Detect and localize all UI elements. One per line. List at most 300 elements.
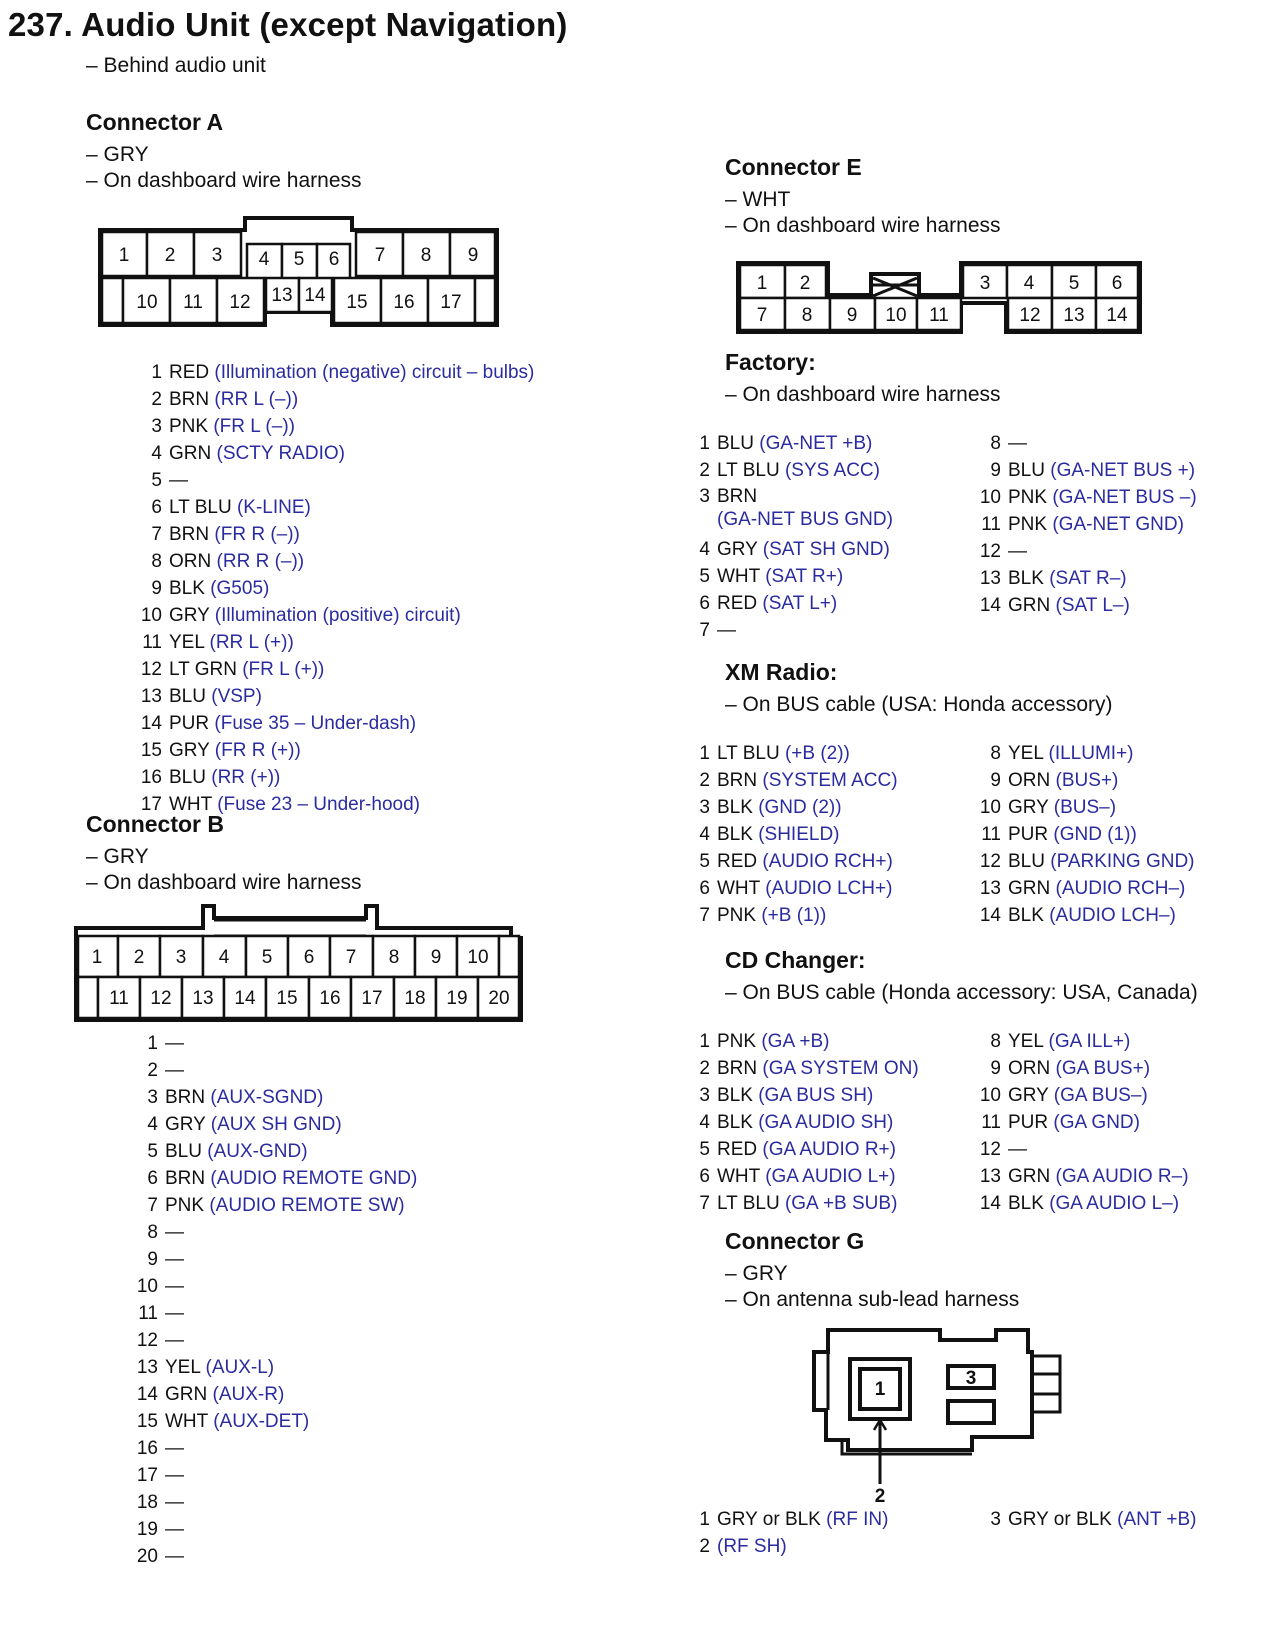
pin-label: 4: [1023, 273, 1035, 294]
pin-row: [968, 565, 1197, 592]
pin-label: 3: [175, 947, 187, 968]
wire-color: BRN: [717, 486, 758, 507]
pin-label: 2: [164, 245, 176, 266]
wire-color: —: [165, 1330, 184, 1351]
wire-color: PNK: [717, 1031, 757, 1052]
connector-g-cell: [948, 1401, 994, 1423]
pin-number: 5: [147, 1141, 158, 1162]
pin-row: [688, 1055, 919, 1082]
circuit-description: (GA +B): [761, 1031, 830, 1052]
connector-e-diagram: [733, 258, 1153, 342]
pin-label: 15: [346, 292, 368, 313]
connector-g-pin-list-right: [968, 1506, 1197, 1533]
pin-number: 3: [990, 1509, 1001, 1530]
circuit-description: (AUDIO RCH+): [762, 851, 893, 872]
pin-number: 6: [699, 1166, 710, 1187]
wire-color: RED: [717, 1139, 758, 1160]
pin-row: [968, 538, 1197, 565]
pin-row: [688, 484, 893, 509]
wire-color: GRY: [1008, 1085, 1049, 1106]
pin-row: [134, 467, 534, 494]
circuit-description: (GA BUS–): [1053, 1085, 1148, 1106]
circuit-description: (GA-NET +B): [759, 433, 873, 454]
pin-row: [688, 1136, 919, 1163]
pin-number: 9: [990, 1058, 1001, 1079]
wire-color: BRN: [165, 1168, 206, 1189]
wire-color: RED: [717, 851, 758, 872]
circuit-description: (RF IN): [826, 1509, 889, 1530]
wire-color: WHT: [717, 566, 760, 587]
wire-color: YEL: [1008, 743, 1044, 764]
pin-label: 5: [261, 947, 273, 968]
pin-number: 13: [140, 686, 162, 707]
cd-changer-pin-list-left: [688, 1028, 919, 1217]
pin-label: 19: [446, 988, 468, 1009]
pin-number: 1: [699, 1509, 710, 1530]
connector-b-pin-list: [130, 1030, 417, 1570]
circuit-description: (VSP): [211, 686, 262, 707]
pin-row: [688, 1028, 919, 1055]
pin-label: 16: [393, 292, 415, 313]
page-title: 237. Audio Unit (except Navigation): [8, 6, 568, 43]
circuit-description: (SAT R–): [1049, 568, 1127, 589]
circuit-description: (RF SH): [717, 1536, 787, 1557]
wire-color: —: [717, 620, 736, 641]
pin-number: 13: [136, 1357, 158, 1378]
wire-color: RED: [169, 362, 210, 383]
circuit-description: (Fuse 35 – Under-dash): [214, 713, 417, 734]
pin-number: 10: [140, 605, 162, 626]
wire-color: —: [165, 1033, 184, 1054]
pin-row: [688, 563, 893, 590]
wire-color: BLK: [1008, 905, 1044, 926]
circuit-description: (AUX-SGND): [210, 1087, 324, 1108]
wire-color: —: [165, 1249, 184, 1270]
circuit-description: (RR (+)): [211, 767, 281, 788]
wire-color: —: [165, 1465, 184, 1486]
pin-label: 13: [1063, 305, 1085, 326]
pin-row: [688, 1082, 919, 1109]
circuit-description: (AUX-R): [212, 1384, 285, 1405]
pin-number: 18: [136, 1492, 158, 1513]
pin-label: 15: [276, 988, 298, 1009]
pin-row: [968, 1082, 1189, 1109]
pin-label: 2: [874, 1486, 886, 1507]
pin-row: [130, 1435, 417, 1462]
pin-row: [134, 359, 534, 386]
circuit-description: (RR L (–)): [214, 389, 299, 410]
pin-number: 12: [136, 1330, 158, 1351]
pin-number: 10: [979, 487, 1001, 508]
pin-label: 10: [136, 292, 158, 313]
xm-radio-harness: – On BUS cable (USA: Honda accessory): [725, 693, 1113, 716]
wire-color: GRY or BLK: [1008, 1509, 1112, 1530]
pin-label: 20: [488, 988, 510, 1009]
pin-number: 9: [990, 770, 1001, 791]
pin-number: 8: [990, 743, 1001, 764]
factory-title: Factory:: [725, 349, 816, 375]
pin-number: 8: [990, 433, 1001, 454]
pin-number: 13: [979, 1166, 1001, 1187]
pin-number: 2: [151, 389, 162, 410]
pin-label: 5: [1068, 273, 1080, 294]
circuit-description: (K-LINE): [236, 497, 311, 518]
wire-color: BLU: [169, 767, 206, 788]
circuit-description: (GA AUDIO SH): [758, 1112, 894, 1133]
pin-label: 1: [756, 273, 768, 294]
pin-row: [134, 494, 534, 521]
pin-number: 10: [979, 1085, 1001, 1106]
circuit-description: (FR L (–)): [213, 416, 295, 437]
pin-number: 4: [699, 539, 710, 560]
pin-number: 9: [990, 460, 1001, 481]
pin-row: [688, 767, 898, 794]
connector-a-title: Connector A: [86, 109, 224, 135]
pin-row: [968, 1136, 1189, 1163]
wire-color: BLK: [717, 1112, 753, 1133]
pin-number: 7: [151, 524, 162, 545]
pin-number: 13: [979, 568, 1001, 589]
pin-label: 1: [91, 947, 103, 968]
pin-row: [968, 484, 1197, 511]
circuit-description: (AUX SH GND): [210, 1114, 342, 1135]
pin-row: [130, 1057, 417, 1084]
pin-number: 4: [151, 443, 162, 464]
pin-number: 12: [979, 541, 1001, 562]
wire-color: —: [1008, 433, 1027, 454]
pin-row: [130, 1543, 417, 1570]
circuit-description: (GA AUDIO R–): [1055, 1166, 1189, 1187]
circuit-description: (FR L (+)): [242, 659, 325, 680]
pin-row: [968, 875, 1195, 902]
wire-color: LT GRN: [169, 659, 237, 680]
pin-row: [968, 1028, 1189, 1055]
pin-number: 2: [699, 460, 710, 481]
pin-number: 2: [147, 1060, 158, 1081]
wire-color: —: [165, 1303, 184, 1324]
pin-number: 19: [136, 1519, 158, 1540]
cd-changer-pin-list-right: [968, 1028, 1189, 1217]
pin-label: 11: [183, 292, 203, 313]
wire-color: PUR: [1008, 824, 1049, 845]
pin-row: [130, 1273, 417, 1300]
pin-label: 8: [420, 245, 432, 266]
xm-radio-title: XM Radio:: [725, 659, 838, 685]
wire-color: BLU: [169, 686, 206, 707]
connector-e-harness: – On dashboard wire harness: [725, 214, 1001, 237]
circuit-description: (AUX-GND): [207, 1141, 308, 1162]
pin-number: 14: [140, 713, 162, 734]
pin-label: 14: [234, 988, 256, 1009]
pin-number: 2: [699, 770, 710, 791]
circuit-description: (RR L (+)): [209, 632, 294, 653]
pin-row: [134, 575, 534, 602]
wire-color: BLU: [1008, 460, 1045, 481]
pin-number: 7: [147, 1195, 158, 1216]
pin-label: 7: [756, 305, 768, 326]
pin-row: [968, 511, 1197, 538]
pin-row: [130, 1192, 417, 1219]
pin-row: [968, 1506, 1197, 1533]
pin-row: [134, 386, 534, 413]
pin-row: [130, 1354, 417, 1381]
pin-number: 12: [979, 851, 1001, 872]
wire-color: PUR: [1008, 1112, 1049, 1133]
pin-number: 17: [140, 794, 162, 815]
wire-color: —: [165, 1546, 184, 1567]
circuit-description: (AUDIO LCH+): [765, 878, 893, 899]
wire-color: BRN: [165, 1087, 206, 1108]
pin-row: [688, 821, 898, 848]
pin-number: 11: [981, 824, 1001, 845]
pin-number: 6: [699, 593, 710, 614]
pin-number: 8: [147, 1222, 158, 1243]
pin-row: [130, 1138, 417, 1165]
pin-label: 4: [258, 249, 270, 270]
pin-number: 3: [151, 416, 162, 437]
wire-color: GRN: [169, 443, 212, 464]
pin-row: [134, 602, 534, 629]
circuit-description: (SCTY RADIO): [216, 443, 345, 464]
wire-color: BLK: [717, 1085, 753, 1106]
wire-color: GRN: [165, 1384, 208, 1405]
circuit-description: (FR R (+)): [214, 740, 301, 761]
pin-row: [134, 440, 534, 467]
wire-color: PNK: [1008, 514, 1048, 535]
wire-color: BLU: [717, 433, 754, 454]
pin-row: [688, 848, 898, 875]
connector-b-title: Connector B: [86, 811, 224, 837]
wire-color: —: [165, 1222, 184, 1243]
wire-color: —: [165, 1060, 184, 1081]
wire-color: LT BLU: [169, 497, 232, 518]
pin-row: [130, 1327, 417, 1354]
wire-color: LT BLU: [717, 743, 780, 764]
circuit-description: (RR R (–)): [216, 551, 305, 572]
circuit-description: (GA BUS+): [1055, 1058, 1151, 1079]
pin-row: [130, 1246, 417, 1273]
pin-number: 12: [140, 659, 162, 680]
wire-color: GRY or BLK: [717, 1509, 821, 1530]
wire-color: PUR: [169, 713, 210, 734]
pin-row: [688, 902, 898, 929]
pin-row: [968, 848, 1195, 875]
pin-row: [130, 1516, 417, 1543]
circuit-description: (GA AUDIO R+): [762, 1139, 896, 1160]
pin-number: 1: [699, 743, 710, 764]
pin-number: 7: [699, 905, 710, 926]
circuit-description: (GA GND): [1053, 1112, 1140, 1133]
circuit-description: (Fuse 23 – Under-hood): [217, 794, 420, 815]
pin-number: 10: [979, 797, 1001, 818]
pin-label: 11: [109, 988, 129, 1009]
circuit-description: (Illumination (negative) circuit – bulbs): [214, 362, 535, 383]
wire-color: RED: [717, 593, 758, 614]
pin-label: 1: [118, 245, 130, 266]
pin-row: [688, 1109, 919, 1136]
connector-b-cell: [78, 977, 98, 1018]
wire-color: GRY: [165, 1114, 206, 1135]
connector-g-title: Connector G: [725, 1228, 865, 1254]
pin-label: 3: [211, 245, 223, 266]
wire-color: GRN: [1008, 595, 1051, 616]
pin-label: 4: [218, 947, 230, 968]
pin-row: [688, 1506, 888, 1533]
pin-number: 11: [981, 514, 1001, 535]
wire-color: GRY: [169, 605, 210, 626]
wire-color: YEL: [169, 632, 205, 653]
pin-row: [968, 767, 1195, 794]
connector-a-cell: [102, 278, 123, 323]
location-note: – Behind audio unit: [86, 54, 266, 77]
wire-color: WHT: [169, 794, 212, 815]
wire-color: GRN: [1008, 878, 1051, 899]
pin-label: 11: [929, 305, 949, 326]
pin-row: [134, 629, 534, 656]
pin-label: 14: [304, 285, 326, 306]
pin-number: 8: [151, 551, 162, 572]
wire-color: —: [165, 1438, 184, 1459]
pin-number: 1: [147, 1033, 158, 1054]
pin-number: 14: [979, 905, 1001, 926]
wire-color: —: [165, 1276, 184, 1297]
pin-number: 10: [136, 1276, 158, 1297]
circuit-description: (GA-NET GND): [1052, 514, 1184, 535]
pin-number: 5: [699, 566, 710, 587]
circuit-description: (GA AUDIO L+): [765, 1166, 896, 1187]
wire-color: —: [1008, 541, 1027, 562]
pin-label: 17: [440, 292, 462, 313]
wire-color: BLK: [717, 797, 753, 818]
pin-number: 4: [699, 824, 710, 845]
circuit-description: (GA-NET BUS –): [1052, 487, 1197, 508]
pin-number: 3: [699, 1085, 710, 1106]
pin-row: [688, 457, 893, 484]
pin-row: [688, 1190, 919, 1217]
wire-color: LT BLU: [717, 1193, 780, 1214]
pin-row: [688, 1163, 919, 1190]
wire-color: BRN: [169, 389, 210, 410]
pin-row: [134, 548, 534, 575]
pin-row: [134, 656, 534, 683]
pin-row: [688, 590, 893, 617]
pin-row: [688, 430, 893, 457]
pin-row: [688, 536, 893, 563]
pin-number: 20: [136, 1546, 158, 1567]
wire-color: BLK: [717, 824, 753, 845]
pin-label: 10: [467, 947, 489, 968]
wire-color: PNK: [717, 905, 757, 926]
circuit-description: (GA-NET BUS +): [1050, 460, 1196, 481]
circuit-description: (GA ILL+): [1048, 1031, 1131, 1052]
circuit-description: (GND (2)): [758, 797, 842, 818]
pin-label: 6: [303, 947, 315, 968]
circuit-description: (GA BUS SH): [758, 1085, 874, 1106]
circuit-description: (ANT +B): [1117, 1509, 1197, 1530]
xm-radio-pin-list-left: [688, 740, 898, 929]
pin-label: 3: [979, 273, 991, 294]
circuit-description: (G505): [210, 578, 270, 599]
pin-number: 12: [979, 1139, 1001, 1160]
pin-label: 9: [430, 947, 442, 968]
pin-label: 17: [361, 988, 383, 1009]
pin-number: 14: [979, 1193, 1001, 1214]
pin-row: [968, 430, 1197, 457]
pin-row: [130, 1111, 417, 1138]
wire-color: BRN: [717, 1058, 758, 1079]
pin-row: [688, 740, 898, 767]
connector-g-harness: – On antenna sub-lead harness: [725, 1288, 1020, 1311]
pin-label: 8: [801, 305, 813, 326]
pin-row: [968, 821, 1195, 848]
connector-a-color: – GRY: [86, 143, 149, 166]
pin-row: [968, 1055, 1189, 1082]
circuit-description: (ILLUMI+): [1048, 743, 1134, 764]
pin-label: 7: [345, 947, 357, 968]
wire-color: WHT: [717, 1166, 760, 1187]
wire-color: PNK: [169, 416, 209, 437]
pin-label: 7: [374, 245, 386, 266]
pin-row: [688, 875, 898, 902]
pin-number: 14: [136, 1384, 158, 1405]
pin-label: 3: [965, 1368, 977, 1389]
pin-label: 13: [192, 988, 214, 1009]
pin-number: 16: [136, 1438, 158, 1459]
pin-number: 11: [138, 1303, 158, 1324]
pin-label: 8: [388, 947, 400, 968]
circuit-description: (GA SYSTEM ON): [762, 1058, 919, 1079]
circuit-description: (GND (1)): [1053, 824, 1137, 845]
pin-row: [130, 1381, 417, 1408]
wire-color: ORN: [1008, 1058, 1051, 1079]
wire-color: PNK: [165, 1195, 205, 1216]
pin-number: 5: [699, 1139, 710, 1160]
connector-b-cell: [499, 936, 519, 977]
circuit-description: (FR R (–)): [214, 524, 300, 545]
pin-label: 2: [133, 947, 145, 968]
pin-label: 12: [229, 292, 251, 313]
pin-label: 6: [328, 249, 340, 270]
pin-row: [130, 1030, 417, 1057]
wire-color: WHT: [717, 878, 760, 899]
pin-row: [134, 710, 534, 737]
connector-g-diagram: [800, 1322, 1075, 1508]
pin-row: [130, 1408, 417, 1435]
pin-row: [134, 764, 534, 791]
circuit-description: (+B (2)): [784, 743, 850, 764]
pin-label: 6: [1111, 273, 1123, 294]
circuit-description: (GA-NET BUS GND): [717, 509, 893, 530]
pin-row: [130, 1084, 417, 1111]
wire-color: GRY: [717, 539, 758, 560]
pin-row: [968, 592, 1197, 619]
circuit-description: (SAT L–): [1055, 595, 1130, 616]
connector-g-color: – GRY: [725, 1262, 788, 1285]
wire-color: PNK: [1008, 487, 1048, 508]
pin-label: 2: [799, 273, 811, 294]
wire-color: BLU: [165, 1141, 202, 1162]
circuit-description: (AUDIO REMOTE GND): [210, 1168, 418, 1189]
pin-number: 11: [981, 1112, 1001, 1133]
xm-radio-pin-list-right: [968, 740, 1195, 929]
pin-number: 3: [699, 486, 710, 507]
circuit-description: (AUDIO RCH–): [1055, 878, 1186, 899]
connector-a-harness: – On dashboard wire harness: [86, 169, 362, 192]
pin-number: 7: [699, 1193, 710, 1214]
connector-a-diagram: [90, 210, 510, 335]
pin-number: 8: [990, 1031, 1001, 1052]
wire-color: GRY: [1008, 797, 1049, 818]
